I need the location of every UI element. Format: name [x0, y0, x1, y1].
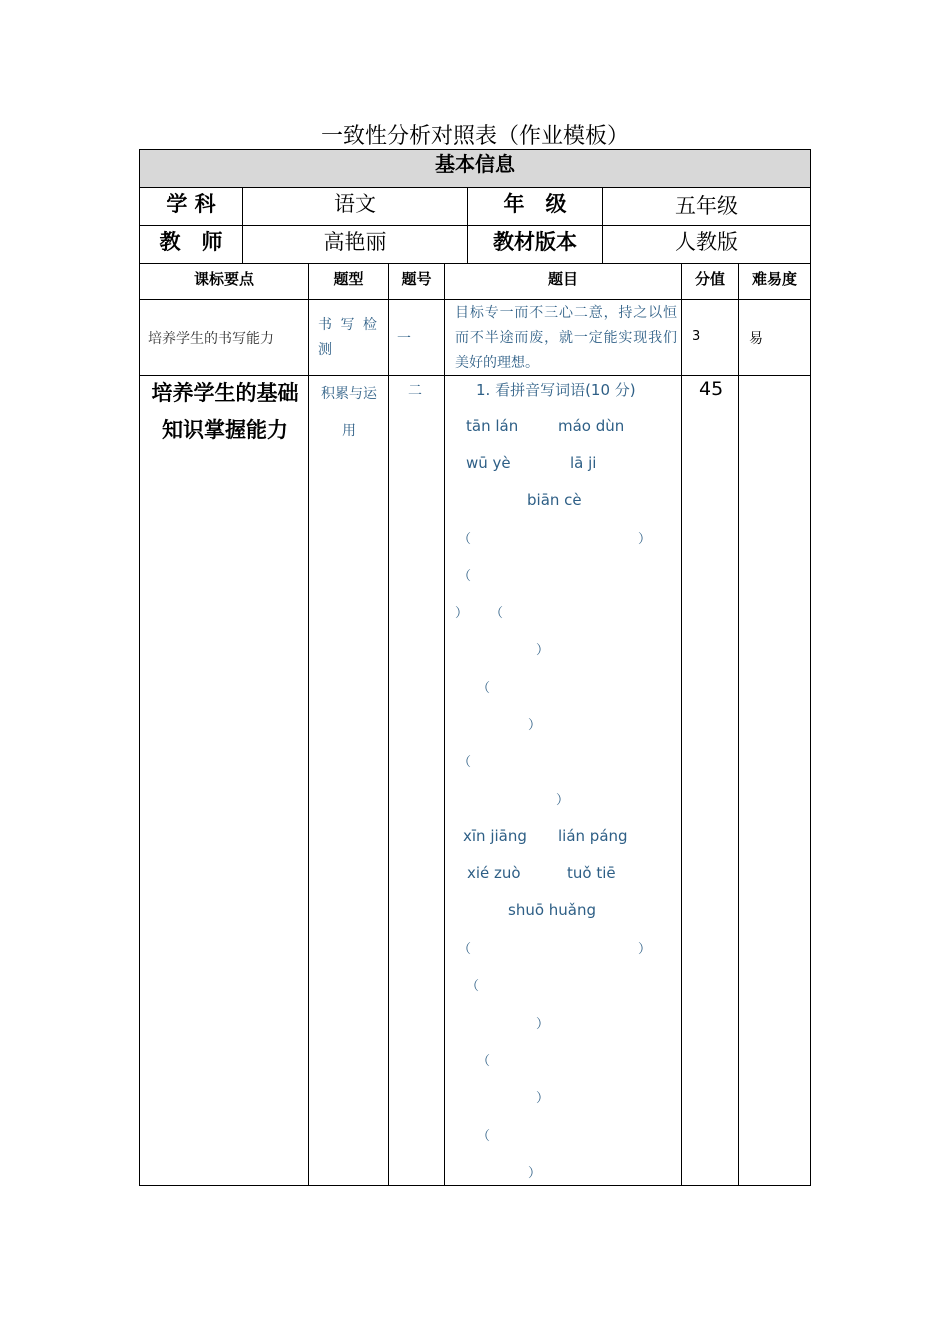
col-header-type: 题型	[333, 269, 364, 288]
paren-open: （	[458, 755, 472, 770]
teacher-label: 教 师	[159, 230, 223, 254]
paren-close: ）	[528, 718, 542, 733]
row1-score: 3	[692, 329, 701, 344]
paren-close: ）	[556, 793, 570, 808]
subject-value: 语文	[334, 192, 376, 216]
paren-open: （	[477, 681, 491, 696]
pinyin-item: tuǒ tiē	[567, 864, 616, 882]
row2-type: 积累与运用	[321, 386, 377, 439]
edition-label: 教材版本	[493, 230, 577, 254]
row2-number: 二	[408, 383, 422, 399]
grade-label: 年 级	[503, 192, 567, 216]
paren-close: ）	[638, 942, 652, 957]
row2-point: 培养学生的基础知识掌握能力	[151, 381, 299, 442]
row1-type: 书 写 检测	[318, 317, 379, 358]
paren-open: （	[458, 942, 472, 957]
paren-close: ）	[638, 532, 652, 547]
paren-close: ）	[536, 1017, 550, 1032]
document-title: 一致性分析对照表（作业模板）	[320, 124, 629, 149]
pinyin-item: tān lán	[466, 417, 519, 435]
pinyin-item: lián páng	[558, 827, 628, 845]
row1-question: 目标专一而不三心二意，持之以恒而不半途而废，就一定能实现我们美好的理想。	[455, 305, 677, 371]
pinyin-item: lā ji	[570, 454, 597, 472]
row1-difficulty: 易	[749, 331, 763, 347]
col-header-difficulty: 难易度	[751, 269, 797, 288]
row1-number: 一	[397, 331, 411, 347]
pinyin-item: máo dùn	[558, 417, 625, 435]
question-title: 1. 看拼音写词语(10 分)	[476, 381, 636, 399]
subject-label: 学 科	[166, 192, 216, 216]
paren-close: ）	[528, 1166, 542, 1181]
paren-open: （	[466, 979, 480, 994]
teacher-value: 高艳丽	[323, 230, 387, 254]
paren-open: （	[458, 532, 472, 547]
edition-value: 人教版	[675, 230, 738, 254]
col-header-score: 分值	[694, 269, 725, 288]
pinyin-item: biān cè	[527, 491, 582, 509]
pinyin-item: xīn jiāng	[463, 827, 527, 845]
pinyin-item: xié zuò	[467, 864, 521, 882]
basic-info-header: 基本信息	[435, 151, 515, 176]
paren-close: ）	[536, 1091, 550, 1106]
pinyin-item: shuō huǎng	[508, 901, 597, 919]
col-header-point: 课标要点	[193, 269, 254, 288]
col-header-number: 题号	[401, 269, 432, 288]
row2-score: 45	[699, 378, 724, 400]
paren-close: ）	[455, 606, 469, 621]
paren-close: ）	[536, 643, 550, 658]
paren-open: （	[477, 1054, 491, 1069]
paren-open: （	[477, 1129, 491, 1144]
row1-point: 培养学生的书写能力	[148, 331, 274, 347]
pinyin-item: wū yè	[466, 454, 511, 472]
col-header-question: 题目	[547, 269, 578, 288]
paren-open: （	[458, 569, 472, 584]
paren-open: （	[490, 606, 504, 621]
grade-value: 五年级	[675, 194, 738, 218]
